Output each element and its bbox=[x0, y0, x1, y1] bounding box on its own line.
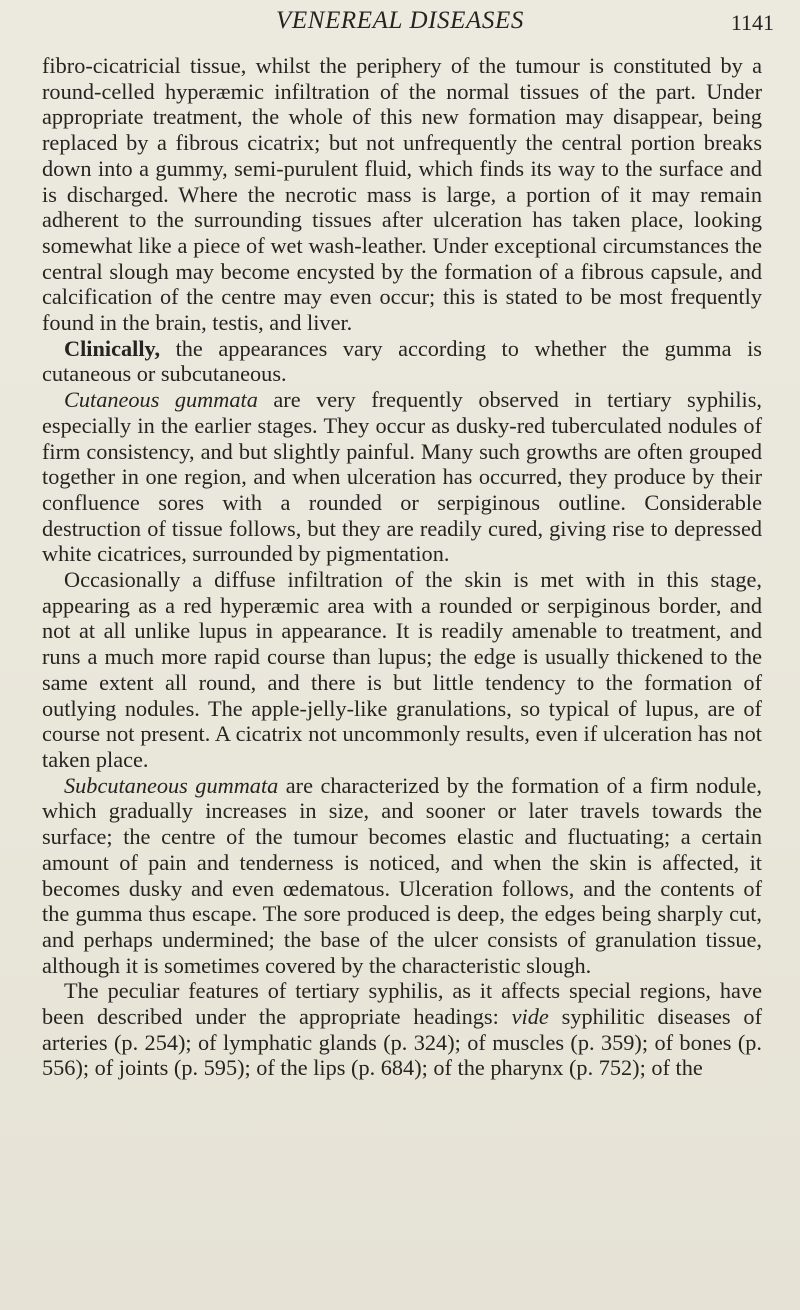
vide-reference: vide bbox=[511, 1004, 549, 1030]
paragraph-text: are characterized by the formation of a firm nodule, which gradually increases in size, and sooner or later travels towards the surface; the centre of the tumour becomes elastic and fluctuating; a certain amount of pain and tenderness is noticed, and when the skin is affected, it becomes dusky and even œdematous. Ulceration follows, and the contents of the gumma thus escape. The sore produced is deep, the edges being sharply cut, and perhaps undermined; the base of the ulcer consists of granulation tissue, although it is sometimes covered by the characteristic slough. bbox=[42, 772, 763, 978]
paragraph-subcutaneous-gummata bbox=[42, 773, 762, 979]
paragraph-lead-clinically: Clinically, bbox=[64, 335, 161, 361]
paragraph-special-regions bbox=[42, 978, 762, 1081]
body-text bbox=[42, 53, 762, 1081]
paragraph-text: fibro-cicatricial tissue, whilst the periphery of the tumour is constituted by a round-celled hyperæmic infiltration of the normal tissues of the part. Under appropriate treatment, the whole of this new formation may disappear, being replaced by a fibrous cicatrix; but not unfrequently the central portion breaks down into a gummy, semi-purulent fluid, which finds its way to the surface and is discharged. Where the necrotic mass is large, a portion of it may remain adherent to the surrounding tissues after ulceration has taken place, looking somewhat like a piece of wet wash-leather. Under exceptional circumstances the central slough may become encysted by the formation of a fibrous capsule, and calcification of the centre may even occur; this is stated to be most frequently found in the brain, testis, and liver. bbox=[42, 53, 762, 336]
paragraph-diffuse-infiltration bbox=[42, 567, 762, 773]
running-head bbox=[20, 4, 780, 38]
paragraph-text-after: syphilitic diseases of arteries (p. 254); of lymphatic glands (p. 324); of muscles (p. 359); of bones (p. 556); of joints (p. 595); of the lips (p. 684); of the pharynx (p. 752); of the bbox=[42, 1004, 762, 1081]
paragraph-text: Occasionally a diffuse infiltration of the skin is met with in this stage, appearing as a red hyperæmic area with a rounded or serpiginous border, and not at all unlike lupus in appearance. It is readily amenable to treatment, and runs a much more rapid course than lupus; the edge is usually thickened to the same extent all round, and there is but little tendency to the formation of outlying nodules. The apple-jelly-like granulations, so typical of lupus, are of course not present. A cicatrix not uncommonly results, even if ulceration has not taken place. bbox=[42, 567, 762, 772]
running-title: VENEREAL DISEASES bbox=[276, 7, 524, 34]
paragraph-gumma-structure bbox=[42, 53, 762, 336]
page-number: 1141 bbox=[730, 10, 774, 35]
paragraph-text: are very frequently observed in tertiary syphilis, especially in the earlier stages. They occur as dusky-red tuberculated nodules of firm consistency, and but slightly painful. Many such growths are often grouped together in one region, and when ulceration has occurred, they produce by their confluence sores with a rounded or serpiginous outline. Considerable destruction of tissue follows, but they are readily cured, giving rise to depressed white cicatrices, surrounded by pigmentation. bbox=[42, 387, 762, 567]
paragraph-text: the appearances vary according to whether the gumma is cutaneous or subcutaneous. bbox=[42, 335, 762, 387]
paragraph-cutaneous-gummata bbox=[42, 387, 762, 567]
paragraph-lead-subcutaneous-gummata: Subcutaneous gummata bbox=[64, 772, 279, 798]
paragraph-clinically bbox=[42, 336, 762, 387]
paragraph-lead-cutaneous-gummata: Cutaneous gummata bbox=[64, 387, 258, 413]
paragraph-text-before: The peculiar features of tertiary syphilis, as it affects special regions, have been described under the appropriate headings: bbox=[42, 978, 762, 1030]
